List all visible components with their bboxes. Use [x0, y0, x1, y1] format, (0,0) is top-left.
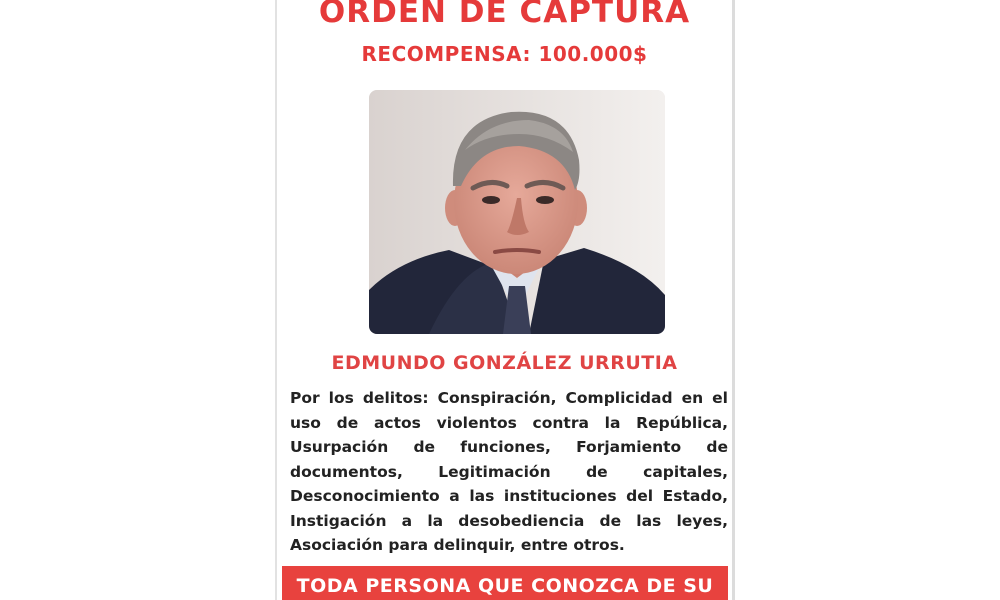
- wanted-person-name: EDMUNDO GONZÁLEZ URRUTIA: [331, 352, 678, 374]
- reward-text: RECOMPENSA: 100.000$: [361, 42, 648, 66]
- charges-text: Por los delitos: Conspiración, Complicidad en el uso de actos violentos contra la República, Usurpación de funciones, Forjamiento de documentos, Legitimación de capitales, Desconocimiento a las instituciones del Estado, Instigación a la desobediencia de las leyes, Asociación para delinquir, entre otros.: [290, 389, 728, 554]
- portrait-illustration: [369, 90, 665, 334]
- bottom-banner: TODA PERSONA QUE CONOZCA DE SU: [282, 566, 728, 600]
- poster-title: ORDEN DE CAPTURA: [318, 0, 691, 30]
- portrait-photo: [369, 90, 665, 334]
- wanted-poster: [275, 0, 735, 600]
